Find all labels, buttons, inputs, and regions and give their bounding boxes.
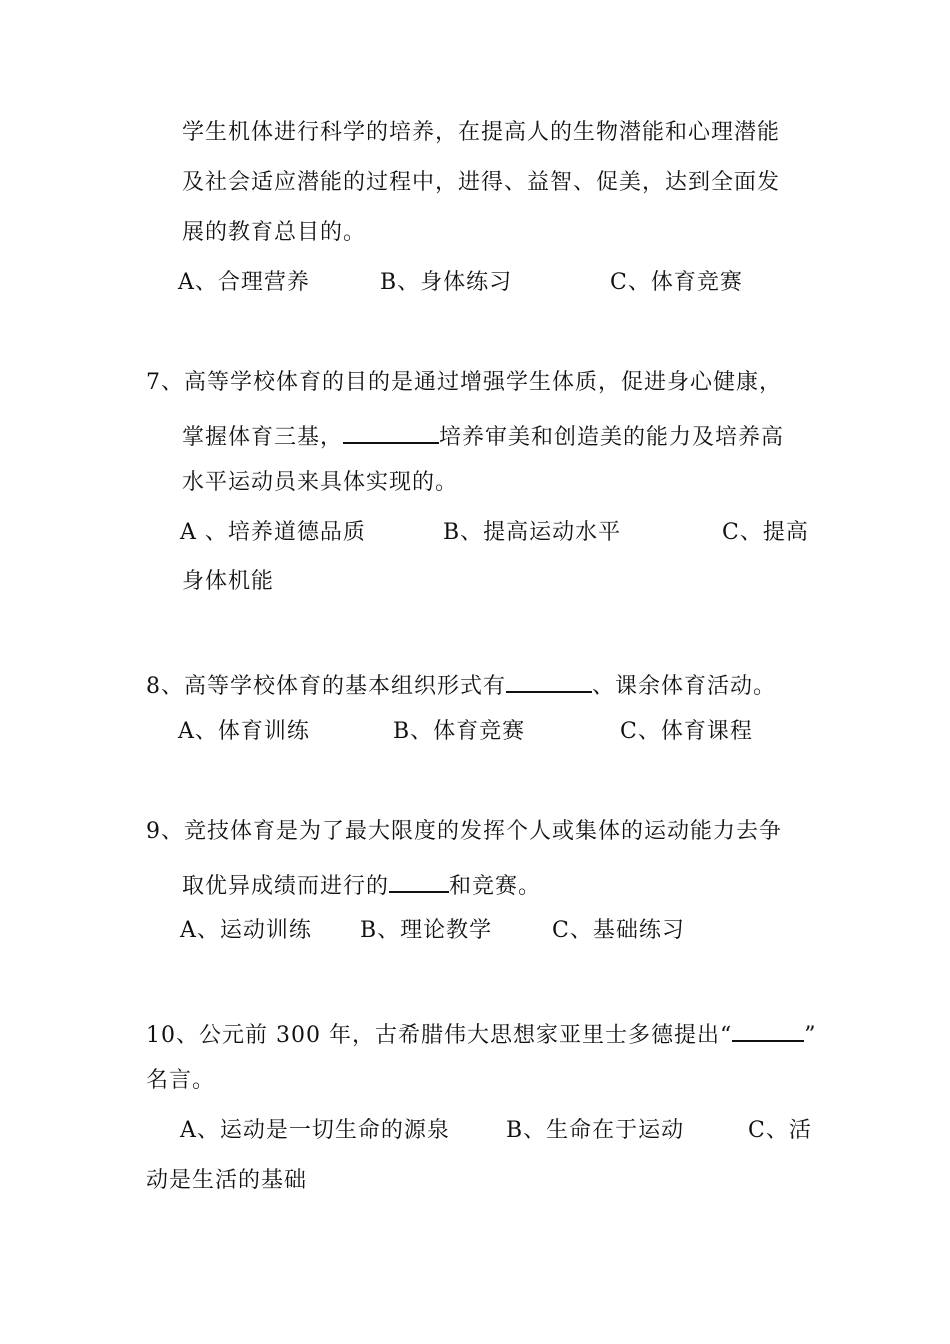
q7-option-b: B、提高运动水平	[443, 520, 622, 545]
q8-line-1	[146, 667, 776, 702]
q6-line-1: 学生机体进行科学的培养，在提高人的生物潜能和心理潜能	[182, 120, 781, 145]
q10-option-c-cont: 动是生活的基础	[146, 1168, 308, 1193]
q10-before: 10、公元前 300 年，古希腊伟大思想家亚里士多德提出“	[146, 1023, 733, 1048]
q9-line-2-before: 取优异成绩而进行的	[182, 874, 390, 899]
q10-blank	[732, 1016, 804, 1042]
q7-line-2-before: 掌握体育三基，	[182, 425, 344, 450]
q7-line-2	[182, 418, 784, 453]
q7-option-c: C、提高	[722, 520, 809, 545]
q10-option-b: B、生命在于运动	[506, 1118, 685, 1143]
q6-line-2: 及社会适应潜能的过程中，进得、益智、促美，达到全面发	[182, 170, 781, 195]
q10-option-c: C、活	[748, 1118, 812, 1143]
q6-option-a: A、合理营养	[178, 270, 310, 295]
q6-option-c: C、体育竞赛	[610, 270, 743, 295]
q6-line-3: 展的教育总目的。	[182, 220, 367, 245]
q10-line-1	[146, 1016, 816, 1051]
q10-option-a: A、运动是一切生命的源泉	[180, 1118, 450, 1143]
q9-line-1: 9、竞技体育是为了最大限度的发挥个人或集体的运动能力去争	[146, 819, 782, 844]
q10-line-2: 名言。	[146, 1068, 216, 1093]
q8-option-b: B、体育竞赛	[393, 719, 526, 744]
q7-line-2-after: 培养审美和创造美的能力及培养高	[439, 425, 785, 450]
q9-blank	[389, 867, 449, 893]
q7-option-a: A 、培养道德品质	[180, 520, 366, 545]
q7-line-3: 水平运动员来具体实现的。	[182, 470, 459, 495]
q8-after: 、课余体育活动。	[592, 674, 777, 699]
q8-option-a: A、体育训练	[178, 719, 310, 744]
q9-option-a: A、运动训练	[180, 918, 312, 943]
q8-before: 8、高等学校体育的基本组织形式有	[146, 674, 506, 699]
q10-after: ”	[804, 1023, 817, 1048]
q6-option-b: B、身体练习	[380, 270, 513, 295]
q9-line-2-after: 和竞赛。	[449, 874, 542, 899]
q9-line-2	[182, 867, 541, 902]
q9-option-b: B、理论教学	[360, 918, 493, 943]
q7-blank	[343, 418, 439, 444]
q9-option-c: C、基础练习	[552, 918, 685, 943]
q8-blank	[506, 667, 592, 693]
q7-option-c-cont: 身体机能	[182, 569, 275, 594]
q8-option-c: C、体育课程	[620, 719, 753, 744]
q7-line-1: 7、高等学校体育的目的是通过增强学生体质，促进身心健康，	[146, 370, 782, 395]
